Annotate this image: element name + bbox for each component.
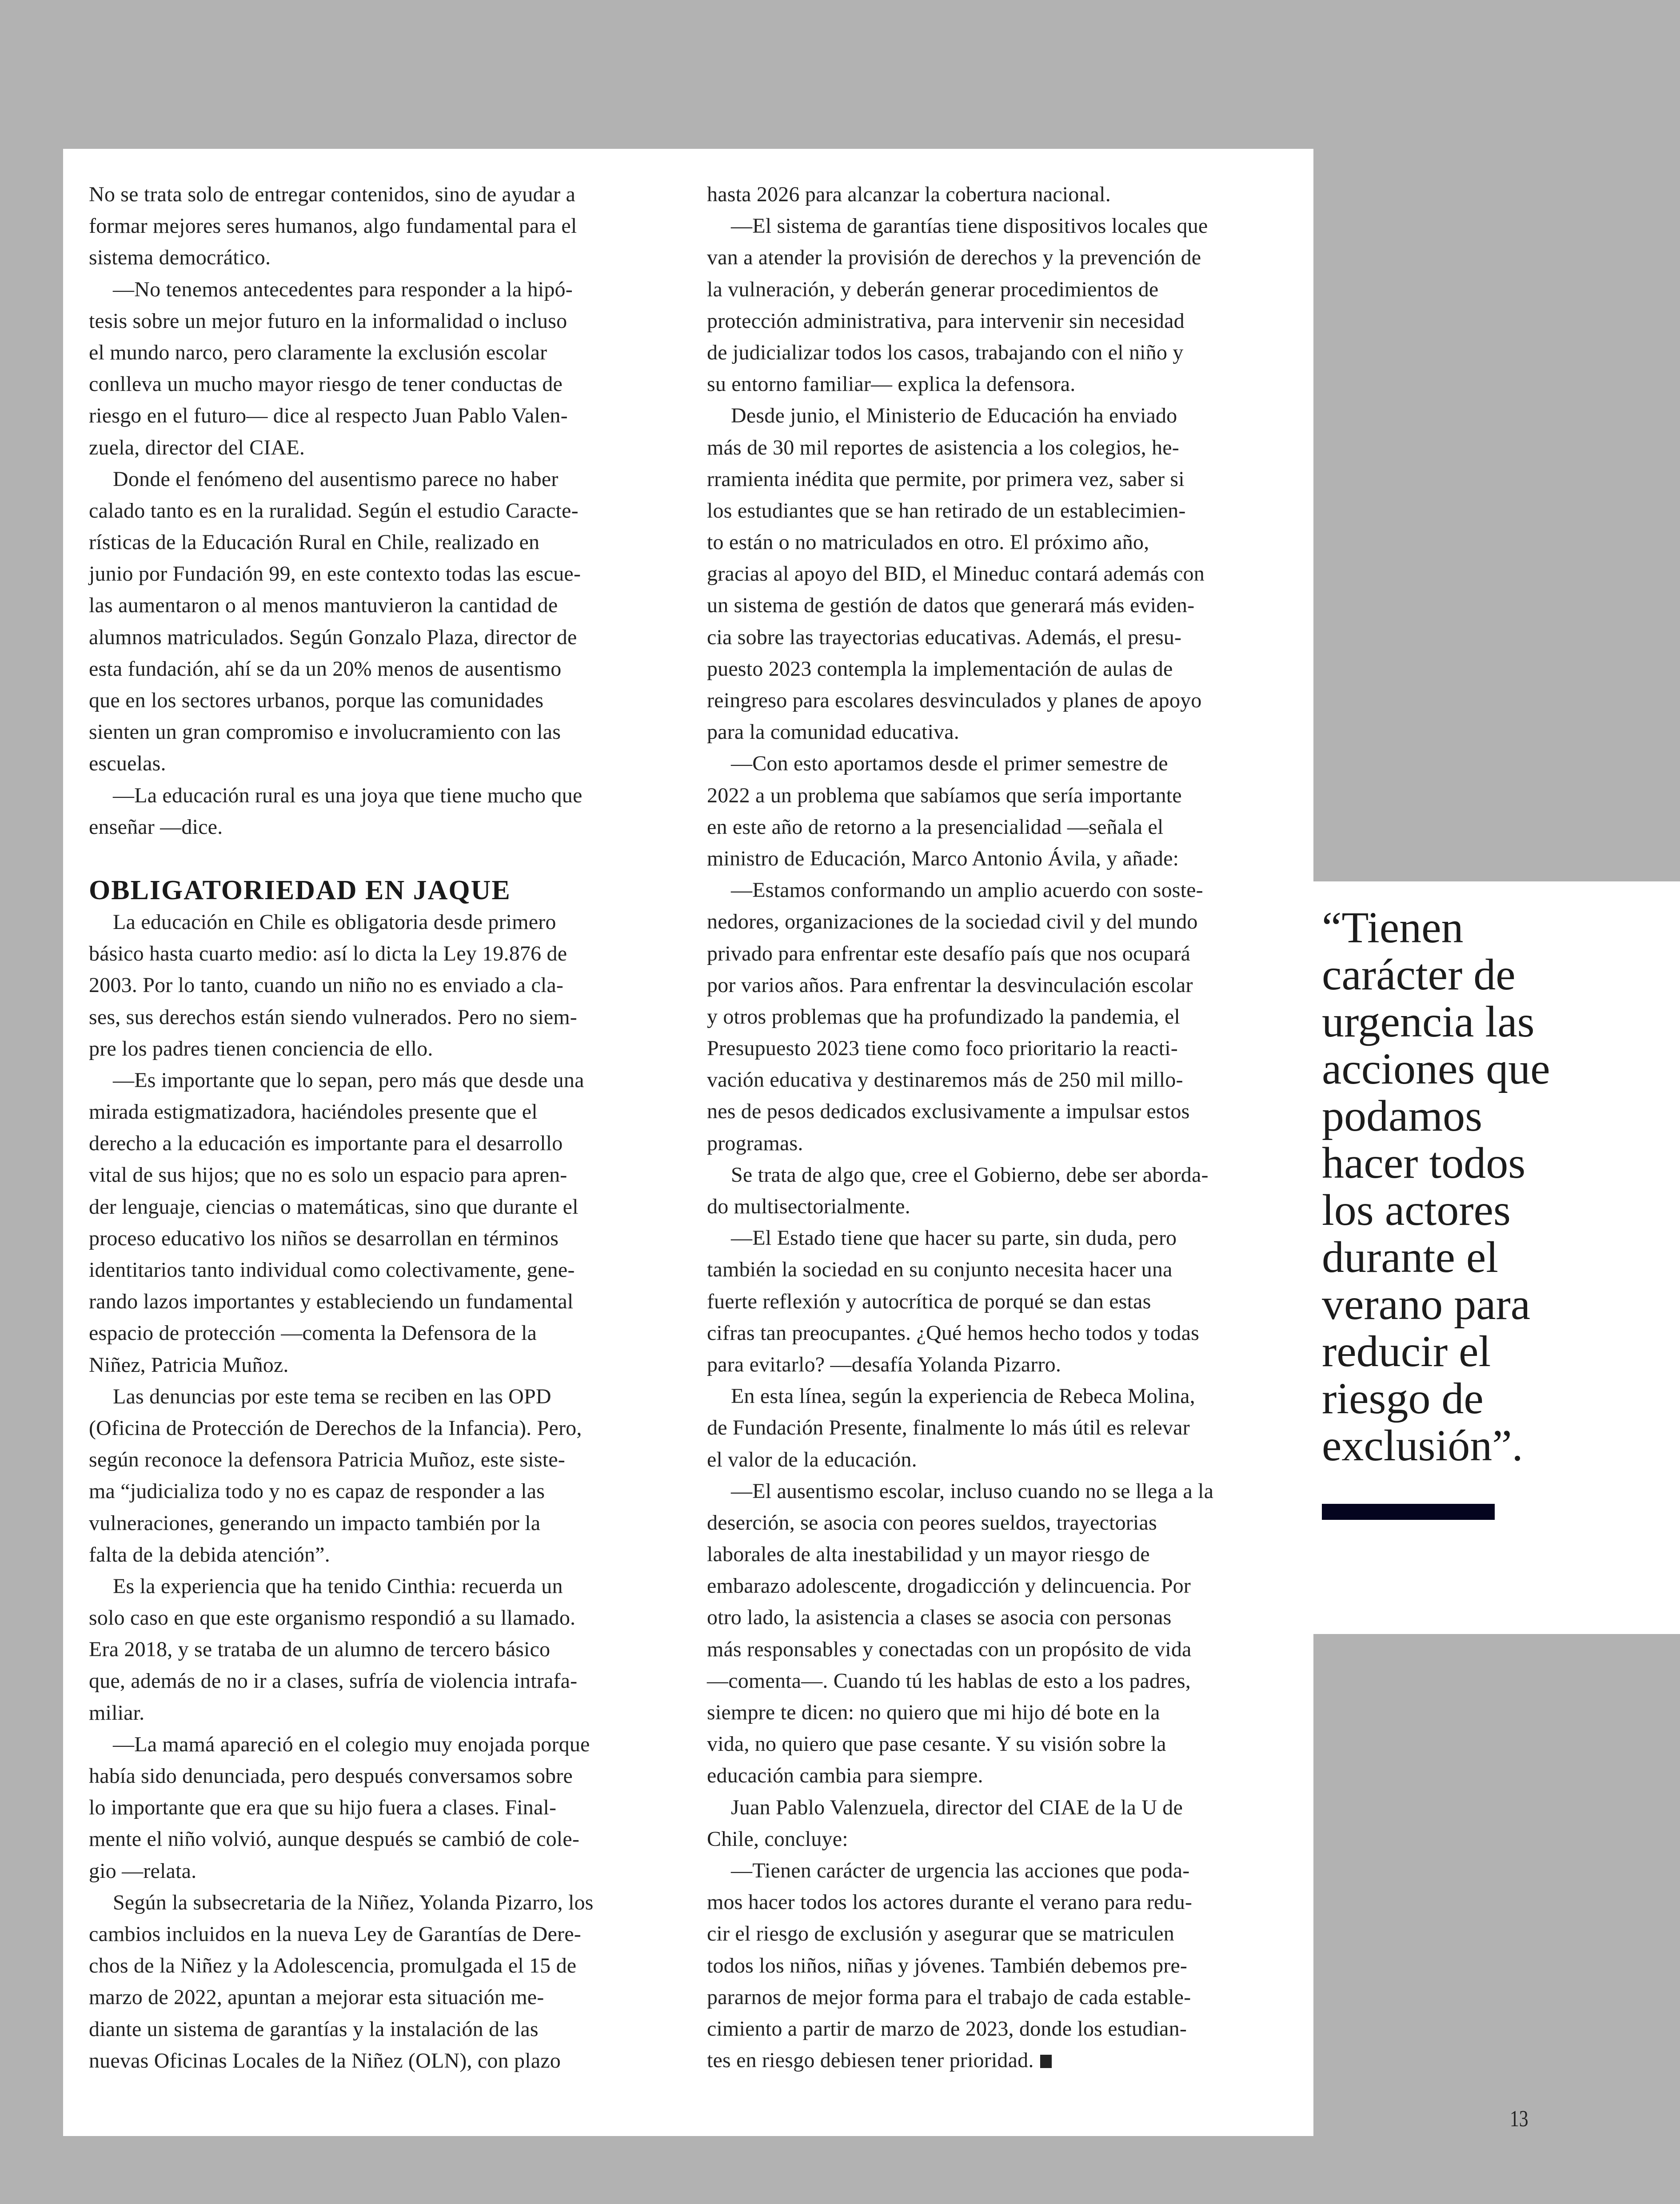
pull-quote-box <box>1313 881 1680 1634</box>
paragraph <box>707 400 1298 748</box>
text-line <box>89 1317 680 1349</box>
text-line <box>707 1634 1298 1665</box>
text-line <box>707 1349 1298 1380</box>
text-line-content: chos de la Niñez y la Adolescencia, promulgada el 15 de <box>89 1954 577 1978</box>
text-line-content: zuela, director del CIAE. <box>89 435 305 459</box>
text-line-content: Presupuesto 2023 tiene como foco prioritario la reacti- <box>707 1036 1178 1060</box>
text-line-content: siempre te dicen: no quiero que mi hijo dé bote en la <box>707 1701 1160 1724</box>
text-line <box>89 1159 680 1191</box>
text-line-content: vulneraciones, generando un impacto también por la <box>89 1511 541 1535</box>
text-line-content: —El ausentismo escolar, incluso cuando no se llega a la <box>731 1479 1214 1503</box>
text-line-content: No se trata solo de entregar contenidos, sino de ayudar a <box>89 183 576 206</box>
text-line <box>89 1570 680 1602</box>
text-line-content: también la sociedad en su conjunto necesita hacer una <box>707 1258 1173 1282</box>
text-line <box>707 685 1298 716</box>
text-line <box>89 1254 680 1286</box>
text-line <box>707 337 1298 368</box>
text-line-content: La educación en Chile es obligatoria desde primero <box>113 910 556 934</box>
end-of-article-mark <box>1040 2055 1052 2068</box>
text-line <box>89 748 680 779</box>
text-line-content: —Es importante que lo sepan, pero más que desde una <box>113 1068 584 1092</box>
text-line <box>707 1380 1298 1412</box>
paragraph <box>707 1222 1298 1380</box>
text-line-content: en este año de retorno a la presencialidad —señala el <box>707 815 1164 839</box>
text-line <box>707 463 1298 495</box>
text-line-content: alumnos matriculados. Según Gonzalo Plaza, director de <box>89 625 577 649</box>
text-line <box>707 400 1298 431</box>
text-line-content: escuelas. <box>89 752 166 776</box>
text-line-content: laborales de alta inestabilidad y un mayor riesgo de <box>707 1542 1150 1566</box>
text-line-content: sistema democrático. <box>89 246 271 270</box>
pull-quote-line: verano para <box>1322 1279 1531 1329</box>
pull-quote-line: urgencia las <box>1322 997 1535 1046</box>
text-line <box>707 1254 1298 1285</box>
text-line <box>89 1349 680 1381</box>
text-line-content: fuerte reflexión y autocrítica de porqué se dan estas <box>707 1289 1151 1313</box>
text-line <box>707 653 1298 685</box>
text-line-content: —El Estado tiene que hacer su parte, sin duda, pero <box>731 1226 1177 1250</box>
text-line-content: Las denuncias por este tema se reciben en las OPD <box>113 1384 551 1408</box>
text-line-content: privado para enfrentar este desafío país que nos ocupará <box>707 941 1191 965</box>
text-line <box>89 432 680 463</box>
text-line-content: puesto 2023 contempla la implementación de aulas de <box>707 657 1173 681</box>
text-line-content: protección administrativa, para intervenir sin necesidad <box>707 309 1185 333</box>
text-line-content: cambios incluidos en la nueva Ley de Garantías de Dere- <box>89 1922 581 1946</box>
text-line-content: —No tenemos antecedentes para responder a la hipó- <box>113 277 573 301</box>
text-line-content: ministro de Educación, Marco Antonio Ávila, y añade: <box>707 846 1179 870</box>
text-line <box>707 969 1298 1001</box>
text-line <box>89 780 680 811</box>
text-line-content: las aumentaron o al menos mantuvieron la cantidad de <box>89 594 558 618</box>
text-line <box>89 1823 680 1855</box>
paragraph <box>707 874 1298 1159</box>
text-line <box>707 1096 1298 1127</box>
text-line-content: nedores, organizaciones de la sociedad civil y del mundo <box>707 910 1198 934</box>
text-line <box>89 1855 680 1887</box>
pull-quote-line: hacer todos <box>1322 1138 1526 1188</box>
text-line <box>707 368 1298 400</box>
text-line <box>707 305 1298 337</box>
text-line-content: gracias al apoyo del BID, el Mineduc contará además con <box>707 562 1205 586</box>
section-heading: OBLIGATORIEDAD EN JAQUE <box>89 875 511 905</box>
text-line <box>707 495 1298 526</box>
text-line-content: mos hacer todos los actores durante el verano para redu- <box>707 1890 1193 1914</box>
paragraph <box>89 1887 680 2076</box>
text-line <box>89 558 680 590</box>
text-line <box>89 1602 680 1634</box>
text-line-content: Era 2018, y se trataba de un alumno de tercero básico <box>89 1638 551 1662</box>
text-line-content: —comenta—. Cuando tú les hablas de esto a los padres, <box>707 1669 1191 1693</box>
text-line-content: pre los padres tienen conciencia de ello. <box>89 1036 433 1060</box>
text-line <box>707 210 1298 242</box>
text-line-content: cimiento a partir de marzo de 2023, donde los estudian- <box>707 2017 1187 2041</box>
text-line <box>89 210 680 242</box>
text-line <box>89 1381 680 1412</box>
text-line <box>707 274 1298 305</box>
paragraph <box>707 210 1298 400</box>
text-line <box>89 463 680 495</box>
text-line-content: los estudiantes que se han retirado de un establecimien- <box>707 498 1186 522</box>
text-line <box>89 1191 680 1223</box>
text-line-content: más responsables y conectadas con un propósito de vida <box>707 1637 1192 1661</box>
text-line-content: hasta 2026 para alcanzar la cobertura nacional. <box>707 183 1111 206</box>
text-line <box>89 1033 680 1064</box>
pull-quote-line: riesgo de <box>1322 1374 1484 1423</box>
text-line <box>89 1412 680 1444</box>
text-line-content: más de 30 mil reportes de asistencia a los colegios, he- <box>707 435 1179 459</box>
text-line <box>707 906 1298 937</box>
text-line <box>707 874 1298 906</box>
text-line <box>89 1792 680 1823</box>
text-line-content: rramienta inédita que permite, por primera vez, saber si <box>707 467 1185 491</box>
paragraph <box>707 1475 1298 1792</box>
text-line <box>707 1823 1298 1855</box>
text-line <box>707 558 1298 590</box>
text-line <box>89 2045 680 2076</box>
text-line <box>707 179 1298 210</box>
text-line-content: y otros problemas que ha profundizado la pandemia, el <box>707 1004 1180 1028</box>
text-line-content: —La educación rural es una joya que tiene mucho que <box>113 783 583 807</box>
text-line-content: cir el riesgo de exclusión y asegurar que se matriculen <box>707 1922 1174 1946</box>
text-line-content: sienten un gran compromiso e involucramiento con las <box>89 720 561 744</box>
paragraph <box>707 179 1298 210</box>
text-line <box>89 274 680 305</box>
paragraph <box>707 748 1298 874</box>
text-line-content: educación cambia para siempre. <box>707 1764 983 1788</box>
text-line <box>89 495 680 526</box>
text-line-content: conlleva un mucho mayor riesgo de tener conductas de <box>89 372 563 396</box>
text-line <box>89 179 680 210</box>
text-line <box>707 1507 1298 1538</box>
text-line <box>707 590 1298 621</box>
text-line-content: rísticas de la Educación Rural en Chile, realizado en <box>89 530 540 554</box>
paragraph <box>89 1570 680 1729</box>
text-line <box>89 1760 680 1792</box>
text-line <box>89 1064 680 1096</box>
text-line-content: Es la experiencia que ha tenido Cinthia: recuerda un <box>113 1574 563 1598</box>
text-line-content: todos los niños, niñas y jóvenes. También debemos pre- <box>707 1953 1188 1977</box>
paragraph <box>89 274 680 463</box>
text-line <box>707 748 1298 779</box>
text-line-content: para la comunidad educativa. <box>707 720 960 744</box>
pull-quote-line: los actores <box>1322 1185 1511 1235</box>
text-line-content: que, además de no ir a clases, sufría de violencia intrafa- <box>89 1669 578 1693</box>
text-line-content: En esta línea, según la experiencia de Rebeca Molina, <box>731 1384 1195 1408</box>
text-line-content: —El sistema de garantías tiene dispositivos locales que <box>731 214 1208 238</box>
text-line-content: mirada estigmatizadora, haciéndoles presente que el <box>89 1100 538 1124</box>
text-line-content: cia sobre las trayectorias educativas. Además, el presu- <box>707 625 1182 649</box>
text-line-content: miliar. <box>89 1701 145 1725</box>
text-line-content: vación educativa y destinaremos más de 250 mil millo- <box>707 1068 1183 1092</box>
text-line <box>707 1665 1298 1697</box>
paragraph <box>707 1855 1298 2076</box>
text-line <box>707 1222 1298 1254</box>
text-line <box>89 653 680 685</box>
pull-quote-rule <box>1322 1504 1495 1520</box>
pull-quote-line: durante el <box>1322 1232 1499 1282</box>
paragraph <box>707 1792 1298 1855</box>
text-line <box>707 1159 1298 1191</box>
text-line-content: según reconoce la defensora Patricia Muñoz, este siste- <box>89 1448 565 1472</box>
text-line-content: —Con esto aportamos desde el primer semestre de <box>731 752 1168 776</box>
text-line <box>89 1286 680 1317</box>
text-line-content: van a atender la provisión de derechos y la prevención de <box>707 246 1201 270</box>
text-line <box>707 1412 1298 1443</box>
text-line <box>707 1317 1298 1349</box>
text-line-content: Desde junio, el Ministerio de Educación ha enviado <box>731 404 1177 428</box>
text-line <box>707 622 1298 653</box>
text-line <box>89 716 680 748</box>
text-line-content: (Oficina de Protección de Derechos de la Infancia). Pero, <box>89 1416 582 1440</box>
text-line <box>707 1602 1298 1633</box>
text-line <box>89 1444 680 1475</box>
text-line <box>89 1981 680 2013</box>
text-line <box>707 242 1298 273</box>
text-line <box>707 716 1298 748</box>
text-line <box>89 938 680 969</box>
paragraph <box>89 1729 680 1887</box>
text-line-content: junio por Fundación 99, en este contexto todas las escue- <box>89 562 581 586</box>
text-line-content: embarazo adolescente, drogadicción y delincuencia. Por <box>707 1574 1191 1598</box>
text-line <box>89 1507 680 1539</box>
text-line <box>707 1697 1298 1728</box>
text-line <box>89 1697 680 1729</box>
paragraph <box>89 780 680 843</box>
text-line <box>707 1128 1298 1159</box>
pull-quote-line: podamos <box>1322 1091 1483 1140</box>
text-line <box>707 1538 1298 1570</box>
text-line-content: Donde el fenómeno del ausentismo parece no haber <box>113 467 559 491</box>
text-line <box>89 685 680 716</box>
text-line-content: por varios años. Para enfrentar la desvinculación escolar <box>707 973 1193 997</box>
text-line <box>707 1950 1298 1981</box>
text-line <box>89 906 680 938</box>
text-line-content: de Fundación Presente, finalmente lo más útil es relevar <box>707 1416 1190 1440</box>
text-line-content: nes de pesos dedicados exclusivamente a impulsar estos <box>707 1100 1190 1124</box>
paragraph <box>707 1380 1298 1475</box>
text-line-content: Chile, concluye: <box>707 1827 848 1851</box>
text-line <box>707 938 1298 969</box>
text-line-content: esta fundación, ahí se da un 20% menos de ausentismo <box>89 657 562 681</box>
text-line <box>707 1886 1298 1918</box>
text-line-content: 2003. Por lo tanto, cuando un niño no es enviado a cla- <box>89 973 564 997</box>
text-line-content: der lenguaje, ciencias o matemáticas, sino que durante el <box>89 1195 579 1219</box>
text-line <box>89 1950 680 1981</box>
text-line <box>89 368 680 400</box>
text-line <box>707 1760 1298 1791</box>
text-line-content: cifras tan preocupantes. ¿Qué hemos hecho todos y todas <box>707 1321 1199 1345</box>
text-line-content: para evitarlo? —desafía Yolanda Pizarro. <box>707 1352 1061 1376</box>
text-line-content: Según la subsecretaria de la Niñez, Yolanda Pizarro, los <box>113 1890 594 1914</box>
text-line <box>707 843 1298 874</box>
text-line <box>89 526 680 558</box>
text-line <box>707 1064 1298 1096</box>
pull-quote <box>1322 904 1550 1469</box>
text-line <box>89 1001 680 1033</box>
text-line <box>89 1128 680 1159</box>
text-line <box>89 337 680 368</box>
pull-quote-line: acciones que <box>1322 1044 1550 1093</box>
paragraph <box>707 1159 1298 1222</box>
text-line <box>89 1887 680 1918</box>
text-line-content: deserción, se asocia con peores sueldos, trayectorias <box>707 1511 1157 1534</box>
text-line-content: un sistema de gestión de datos que generará más eviden- <box>707 594 1195 618</box>
text-line-content: pararnos de mejor forma para el trabajo de cada estable- <box>707 1985 1191 2009</box>
text-line <box>89 622 680 653</box>
text-line-content: —Tienen carácter de urgencia las acciones que poda- <box>731 1858 1190 1882</box>
text-line-content: básico hasta cuarto medio: así lo dicta la Ley 19.876 de <box>89 942 567 966</box>
text-line <box>89 1918 680 1950</box>
text-line-content: calado tanto es en la ruralidad. Según el estudio Caracte- <box>89 498 579 522</box>
paragraph <box>89 906 680 1064</box>
text-line <box>707 1792 1298 1823</box>
text-line-content: la vulneración, y deberán generar procedimientos de <box>707 277 1159 301</box>
text-line-content: reingreso para escolares desvinculados y planes de apoyo <box>707 689 1202 712</box>
text-line <box>707 1001 1298 1032</box>
text-line <box>707 526 1298 558</box>
text-line-content: vital de sus hijos; que no es solo un espacio para apren- <box>89 1163 567 1187</box>
text-line <box>89 1475 680 1507</box>
text-line <box>707 1444 1298 1475</box>
text-line-content: marzo de 2022, apuntan a mejorar esta situación me- <box>89 1985 544 2009</box>
text-line-content: el mundo narco, pero claramente la exclusión escolar <box>89 340 547 364</box>
text-line-content: espacio de protección —comenta la Defensora de la <box>89 1321 537 1345</box>
text-line-content: 2022 a un problema que sabíamos que sería importante <box>707 783 1182 807</box>
text-line <box>89 305 680 337</box>
page-number: 13 <box>1510 2106 1528 2132</box>
text-line <box>89 590 680 621</box>
article-column-1 <box>89 179 680 2076</box>
text-line-content: —Estamos conformando un amplio acuerdo con soste- <box>731 878 1203 902</box>
text-line <box>89 1223 680 1254</box>
text-line-content: su entorno familiar— explica la defensora. <box>707 372 1076 396</box>
text-line <box>707 1475 1298 1507</box>
text-line-content: riesgo en el futuro— dice al respecto Juan Pablo Valen- <box>89 404 568 428</box>
article-column-2 <box>707 179 1298 2076</box>
paragraph <box>89 179 680 274</box>
text-line-content: Se trata de algo que, cree el Gobierno, debe ser aborda- <box>731 1163 1209 1187</box>
text-line-content: gio —relata. <box>89 1859 197 1883</box>
text-line <box>89 1665 680 1697</box>
text-line <box>89 1634 680 1665</box>
text-line-content: formar mejores seres humanos, algo fundamental para el <box>89 214 577 238</box>
text-line-content: derecho a la educación es importante para el desarrollo <box>89 1132 563 1156</box>
text-line <box>707 1032 1298 1064</box>
text-line <box>707 1570 1298 1602</box>
text-line <box>89 2013 680 2045</box>
text-line <box>707 1918 1298 1949</box>
paragraph <box>89 463 680 780</box>
text-line-content: proceso educativo los niños se desarrollan en términos <box>89 1226 559 1250</box>
text-line-content: mente el niño volvió, aunque después se cambió de cole- <box>89 1827 580 1851</box>
text-line <box>707 1728 1298 1760</box>
text-line <box>707 1286 1298 1317</box>
text-line <box>89 1729 680 1760</box>
text-line <box>707 1981 1298 2013</box>
text-line <box>89 400 680 431</box>
text-line-content: que en los sectores urbanos, porque las comunidades <box>89 689 544 712</box>
pull-quote-line: exclusión”. <box>1322 1421 1523 1470</box>
pull-quote-line: reducir el <box>1322 1327 1491 1376</box>
text-line <box>707 780 1298 811</box>
text-line-content: do multisectorialmente. <box>707 1195 910 1218</box>
pull-quote-line: “Tienen <box>1322 903 1464 952</box>
text-line <box>707 1855 1298 1886</box>
text-line <box>707 1191 1298 1222</box>
text-line-content: falta de la debida atención”. <box>89 1542 330 1566</box>
text-line-content: tes en riesgo debiesen tener prioridad. <box>707 2049 1034 2072</box>
text-line-content: había sido denunciada, pero después conversamos sobre <box>89 1764 573 1788</box>
text-line-content: de judicializar todos los casos, trabajando con el niño y <box>707 340 1184 364</box>
text-line-content: diante un sistema de garantías y la instalación de las <box>89 2017 539 2041</box>
pull-quote-line: carácter de <box>1322 950 1516 999</box>
text-line-content: ses, sus derechos están siendo vulnerados. Pero no siem- <box>89 1005 577 1029</box>
text-line-content: tesis sobre un mejor futuro en la informalidad o incluso <box>89 309 567 333</box>
text-line-content: lo importante que era que su hijo fuera a clases. Final- <box>89 1796 557 1820</box>
text-line-content: vida, no quiero que pase cesante. Y su visión sobre la <box>707 1732 1166 1756</box>
text-line-content: identitarios tanto individual como colectivamente, gene- <box>89 1258 575 1282</box>
text-line <box>89 969 680 1001</box>
text-line-content: Niñez, Patricia Muñoz. <box>89 1353 289 1377</box>
text-line <box>89 242 680 273</box>
text-line-content: otro lado, la asistencia a clases se asocia con personas <box>707 1606 1172 1630</box>
text-line-content: —La mamá apareció en el colegio muy enojada porque <box>113 1732 590 1756</box>
text-line-content: programas. <box>707 1131 803 1155</box>
paragraph <box>89 1064 680 1381</box>
paragraph <box>89 1381 680 1570</box>
text-line-content: rando lazos importantes y estableciendo un fundamental <box>89 1290 574 1314</box>
text-line <box>89 811 680 843</box>
text-line-content: Juan Pablo Valenzuela, director del CIAE de la U de <box>731 1795 1183 1819</box>
text-line-content: ma “judicializa todo y no es capaz de responder a las <box>89 1479 545 1503</box>
text-line-content: nuevas Oficinas Locales de la Niñez (OLN), con plazo <box>89 2049 561 2072</box>
text-line-content: el valor de la educación. <box>707 1447 917 1471</box>
text-line <box>89 1096 680 1128</box>
text-line <box>707 2013 1298 2045</box>
text-line <box>89 1539 680 1570</box>
text-line <box>707 811 1298 843</box>
text-line-content: enseñar —dice. <box>89 815 223 839</box>
text-line-content: to están o no matriculados en otro. El próximo año, <box>707 530 1149 554</box>
text-line <box>707 2045 1298 2076</box>
text-line <box>707 432 1298 463</box>
text-line-content: solo caso en que este organismo respondió a su llamado. <box>89 1606 576 1630</box>
